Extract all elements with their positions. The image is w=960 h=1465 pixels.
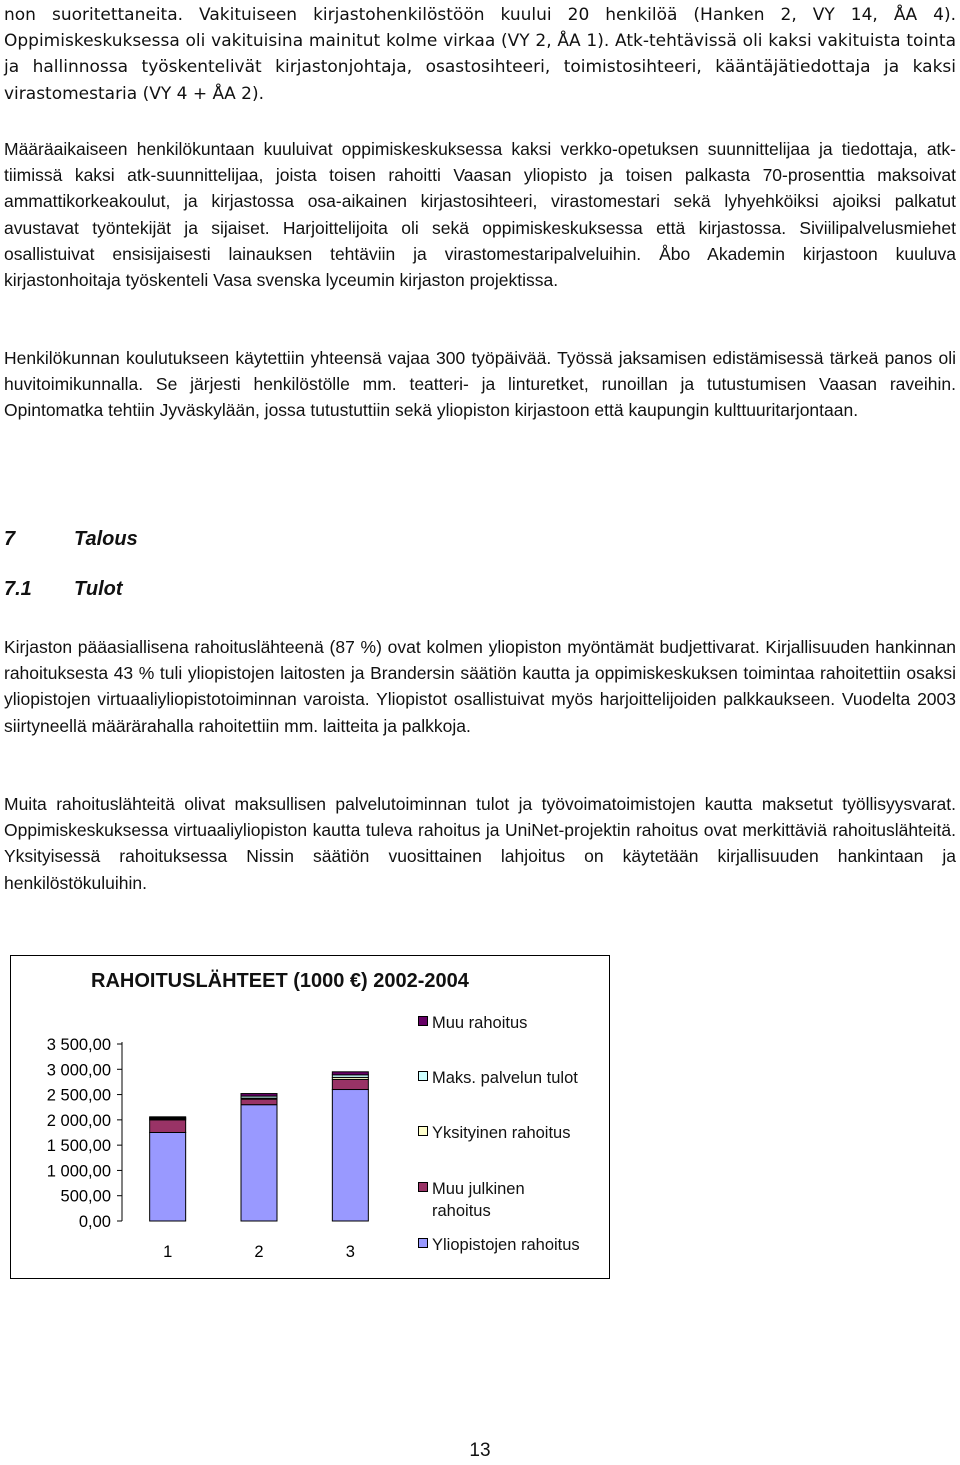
legend-label: Yksityinen rahoitus: [432, 1124, 571, 1142]
bar-segment: [241, 1099, 277, 1105]
bar-segment: [241, 1094, 277, 1097]
chart-plot: [11, 956, 611, 1280]
legend-label: Yliopistojen rahoitus: [432, 1236, 580, 1254]
y-tick-label: 2 500,00: [46, 1086, 111, 1105]
bar-segment: [241, 1105, 277, 1221]
y-tick-label: 3 500,00: [46, 1036, 111, 1054]
legend-label: Muu julkinen rahoitus: [432, 1180, 525, 1220]
section-heading-talous: [4, 528, 138, 551]
legend-swatch: [418, 1182, 428, 1192]
legend-label: Muu rahoitus: [432, 1014, 528, 1032]
bar-segment: [150, 1117, 186, 1118]
paragraph-staff-permanent: non suoritettaneita. Vakituiseen kirjastohenkilöstöön kuului 20 henkilöä (Hanken 2, VY 14, ÅA 4). Oppimiskeskuksessa oli vakituisina mainitut kolme virkaa (VY 2, ÅA 1). Atk-tehtävissä oli kaksi vakituista tointa ja hallinnossa työskentelivät kirjastonjohtaja, osastosihteeri, toimistosihteeri, kääntäjätiedottaja ja kaksi virastomestaria (VY 4 + ÅA 2).: [4, 5, 956, 104]
y-tick-label: 500,00: [60, 1187, 111, 1206]
x-tick-label: 1: [163, 1243, 173, 1261]
legend-swatch: [418, 1016, 428, 1026]
paragraph-staff-temporary: Määräaikaiseen henkilökuntaan kuuluivat oppimiskeskuksessa kaksi verkko-opetuksen suunnittelijaa ja tiedottaja, atk-tiimissä kaksi atk-suunnittelijaa, joista toisen rahoitti Vaasan yliopisto ja toisen palkasta 70-prosenttia maksoivat ammattikorkeakoulut, ja kirjastossa osa-aikainen kirjastosihteeri, virastomestari sekä lyhyehköiksi ajoiksi palkatut avustavat työntekijät ja sijaiset. Harjoittelijoita oli sekä oppimiskeskuksessa että kirjastossa. Siviilipalvelusmiehet osallistuivat ensisijaisesti lainauksen tehtäviin ja virastomestaripalveluihin. Åbo Akademin kirjastoon kuuluva kirjastonhoitaja työskenteli Vasa svenska lyceumin kirjaston projektissa.: [4, 139, 956, 291]
y-tick-label: 3 000,00: [46, 1061, 111, 1080]
section-number: 7: [4, 528, 16, 550]
x-tick-label: 2: [254, 1243, 264, 1261]
bar-segment: [332, 1072, 368, 1075]
bar-segment: [150, 1133, 186, 1222]
y-tick-label: 0,00: [78, 1213, 111, 1231]
y-tick-label: 2 000,00: [46, 1111, 111, 1130]
bar-segment: [150, 1120, 186, 1133]
subsection-heading-tulot: [4, 578, 123, 601]
subsection-title: Tulot: [74, 578, 123, 600]
legend-swatch: [418, 1238, 428, 1248]
paragraph-income-other: Muita rahoituslähteitä olivat maksullisen palvelutoiminnan tulot ja työvoimatoimistojen kautta maksetut työllisyysvarat. Oppimiskeskuksessa virtuaaliyliopiston kautta tuleva rahoitus ja UniNet-projektin rahoitus ovat merkittäviä rahoituslähteitä. Yksityisessä rahoituksessa Nissin säätiön vuosittainen lahjoitus on käytetään kirjallisuuden hankintaan ja henkilöstökuluihin.: [4, 794, 956, 893]
subsection-number: 7.1: [4, 578, 32, 600]
paragraph-income-main: Kirjaston pääasiallisena rahoituslähteenä (87 %) ovat kolmen yliopiston myöntämät budjettivarat. Kirjallisuuden hankinnan rahoituksesta 43 % tuli yliopistojen laitosten ja Brandersin säätiön kautta ja oppimiskeskuksen toimintaa rahoitettiin osaksi yliopistojen virtuaaliyliopistotoiminnan varoista. Yliopistot osallistuivat myös harjoittelijoiden palkkaukseen. Vuodelta 2003 siirtyneellä määrärahalla rahoitettiin mm. laitteita ja palkkoja.: [4, 637, 956, 736]
x-tick-label: 3: [345, 1243, 355, 1261]
y-tick-label: 1 500,00: [46, 1137, 111, 1156]
bar-segment: [332, 1090, 368, 1221]
paragraph-staff-training: Henkilökunnan koulutukseen käytettiin yhteensä vajaa 300 työpäivää. Työssä jaksamisen edistämisessä tärkeä panos oli huvitoimikunnalla. Se järjesti henkilöstölle mm. teatteri- ja linturetket, runoillan ja tutustumisen Vaasan raveihin. Opintomatka tehtiin Jyväskylään, jossa tutustuttiin sekä yliopiston kirjastoon että kaupungin kulttuuritarjontaan.: [4, 348, 956, 421]
legend-label: Maks. palvelun tulot: [432, 1069, 578, 1087]
chart-title: RAHOITUSLÄHTEET (1000 €) 2002-2004: [91, 970, 469, 992]
bar-segment: [332, 1079, 368, 1089]
legend-swatch: [418, 1126, 428, 1136]
funding-chart: [10, 955, 610, 1279]
legend-swatch: [418, 1071, 428, 1081]
y-tick-label: 1 000,00: [46, 1162, 111, 1181]
section-title: Talous: [74, 528, 138, 550]
page-number: 13: [469, 1440, 491, 1461]
